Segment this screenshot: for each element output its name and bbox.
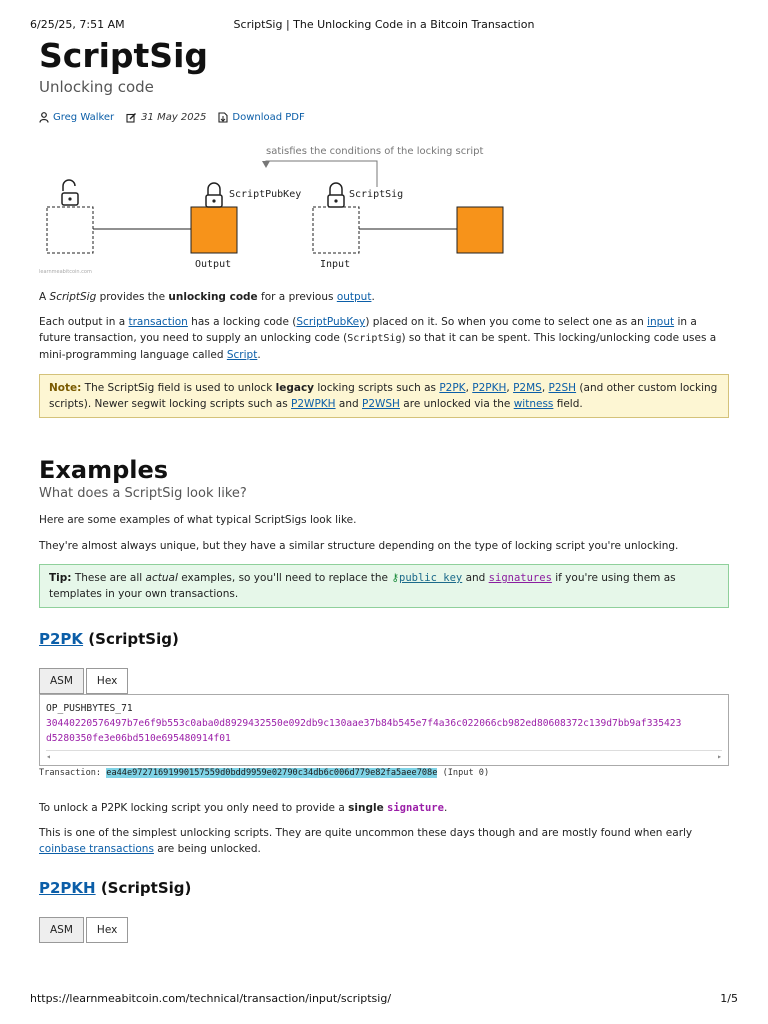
- tab-asm[interactable]: ASM: [39, 668, 84, 694]
- print-date: 6/25/25, 7:51 AM: [30, 18, 125, 31]
- page-title: ScriptSig: [39, 36, 209, 75]
- p2pkh-heading: P2PKH (ScriptSig): [39, 879, 192, 897]
- print-url: https://learnmeabitcoin.com/technical/transaction/input/scriptsig/: [30, 992, 392, 1005]
- author-name[interactable]: Greg Walker: [53, 112, 115, 123]
- signatures-link[interactable]: signatures: [488, 572, 552, 584]
- examples-paragraph-2: They're almost always unique, but they have a similar structure depending on the type of locking script you're unlocking.: [39, 540, 679, 552]
- p2pk-paragraph-2: This is one of the simplest unlocking scripts. They are quite uncommon these days though and are mostly found when early coinbase transactions are being unlocked.: [39, 827, 693, 855]
- diagram-watermark: learnmeabitcoin.com: [39, 269, 92, 273]
- pdf-icon: [218, 112, 228, 123]
- diagram-caption: satisfies the conditions of the locking script: [266, 146, 484, 157]
- opcode: OP_PUSHBYTES_71: [46, 703, 133, 714]
- p2sh-link[interactable]: P2SH: [548, 382, 577, 394]
- input-box: [313, 207, 359, 253]
- article-content: [39, 36, 729, 943]
- scroll-right-icon[interactable]: ▸: [717, 752, 722, 761]
- examples-heading: Examples: [39, 456, 169, 484]
- tab-asm[interactable]: ASM: [39, 917, 84, 943]
- signature-hex-line-2: d5280350fe3e06bd510e695480914f01: [46, 733, 231, 744]
- examples-paragraph-1: Here are some examples of what typical ScriptSigs look like.: [39, 514, 357, 526]
- scriptpubkey-label: ScriptPubKey: [229, 189, 302, 200]
- output-label: Output: [195, 259, 232, 270]
- page-number: 1/5: [720, 992, 738, 1005]
- note-box: Note: The ScriptSig field is used to unlock legacy locking scripts such as P2PK, P2PKH, P2MS, P2SH (and other custom locking scripts). Newer segwit locking scripts such as P2WPKH and P2WSH are unlocked via the witness field.: [39, 374, 729, 418]
- print-doc-title: ScriptSig | The Unlocking Code in a Bitcoin Transaction: [233, 18, 535, 31]
- scriptsig-label: ScriptSig: [349, 189, 404, 200]
- p2wpkh-link[interactable]: P2WPKH: [291, 398, 336, 410]
- next-output-box: [457, 207, 503, 253]
- edit-icon: [126, 112, 137, 123]
- transaction-reference: Transaction: ea44e97271691990157559d0bdd9959e02790c34db6c006d779e82fa5aee708e (Input 0): [39, 768, 490, 778]
- p2ms-link[interactable]: P2MS: [513, 382, 542, 394]
- p2pkh-heading-link[interactable]: P2PKH: [39, 879, 96, 897]
- input-label: Input: [320, 259, 351, 270]
- scroll-left-icon[interactable]: ◂: [46, 752, 51, 761]
- signature-hex-line-1: 30440220576497b7e6f9b553c0aba0d8929432550e092db9c130aae37b84b545e7f4a36c022066cb982ed80608372c139d7bb9af335423: [46, 718, 682, 729]
- scriptpubkey-link[interactable]: ScriptPubKey: [296, 316, 366, 328]
- locked-padlock-icon: [328, 183, 344, 207]
- intro-paragraph-1: A ScriptSig provides the unlocking code for a previous output.: [39, 291, 375, 303]
- p2pk-code-box: [39, 694, 729, 766]
- signature-link[interactable]: signature: [387, 802, 444, 814]
- public-key-link[interactable]: public key: [399, 572, 463, 584]
- input-link[interactable]: input: [647, 316, 675, 328]
- examples-subtitle: What does a ScriptSig look like?: [39, 486, 247, 501]
- p2pk-link[interactable]: P2PK: [439, 382, 466, 394]
- diagram-svg: [39, 133, 729, 273]
- txid-link[interactable]: ea44e97271691990157559d0bdd9959e02790c34db6c006d779e82fa5aee708e: [106, 768, 438, 778]
- publish-date: 31 May 2025: [126, 112, 206, 123]
- p2pk-heading-link[interactable]: P2PK: [39, 630, 84, 648]
- key-icon: ⚷: [391, 572, 400, 584]
- tip-box: Tip: These are all actual examples, so you'll need to replace the ⚷public key and signatures if you're using them as templates in your own transactions.: [39, 564, 729, 608]
- user-icon: [39, 112, 49, 123]
- author[interactable]: [39, 112, 114, 123]
- witness-link[interactable]: witness: [513, 398, 554, 410]
- download-pdf-link[interactable]: Download PDF: [218, 112, 304, 123]
- scriptsig-diagram: [39, 133, 729, 273]
- p2pkh-link[interactable]: P2PKH: [472, 382, 507, 394]
- intro-paragraph-2: Each output in a transaction has a locking code (ScriptPubKey) placed on it. So when you come to select one as an input in a future transaction, you need to supply an unlocking code (ScriptSig) so that it can be spent. This locking/unlocking code uses a mini-programming language called Script.: [39, 316, 717, 361]
- previous-output-box: [47, 207, 93, 253]
- p2pkh-tabs: [39, 917, 729, 943]
- transaction-link[interactable]: transaction: [128, 316, 188, 328]
- p2pk-heading: P2PK (ScriptSig): [39, 630, 179, 648]
- tab-hex[interactable]: Hex: [86, 668, 128, 694]
- p2pk-tabs: [39, 668, 729, 694]
- locked-padlock-icon: [206, 183, 222, 207]
- article-meta: [39, 112, 729, 123]
- horizontal-scrollbar[interactable]: [46, 750, 722, 761]
- open-padlock-icon: [62, 180, 78, 205]
- script-link[interactable]: Script: [226, 349, 258, 361]
- tab-hex[interactable]: Hex: [86, 917, 128, 943]
- p2wsh-link[interactable]: P2WSH: [362, 398, 400, 410]
- output-box: [191, 207, 237, 253]
- page-subtitle: Unlocking code: [39, 78, 154, 96]
- output-link[interactable]: output: [336, 291, 372, 303]
- p2pk-paragraph-1: To unlock a P2PK locking script you only need to provide a single signature.: [39, 802, 448, 814]
- coinbase-transactions-link[interactable]: coinbase transactions: [39, 843, 154, 855]
